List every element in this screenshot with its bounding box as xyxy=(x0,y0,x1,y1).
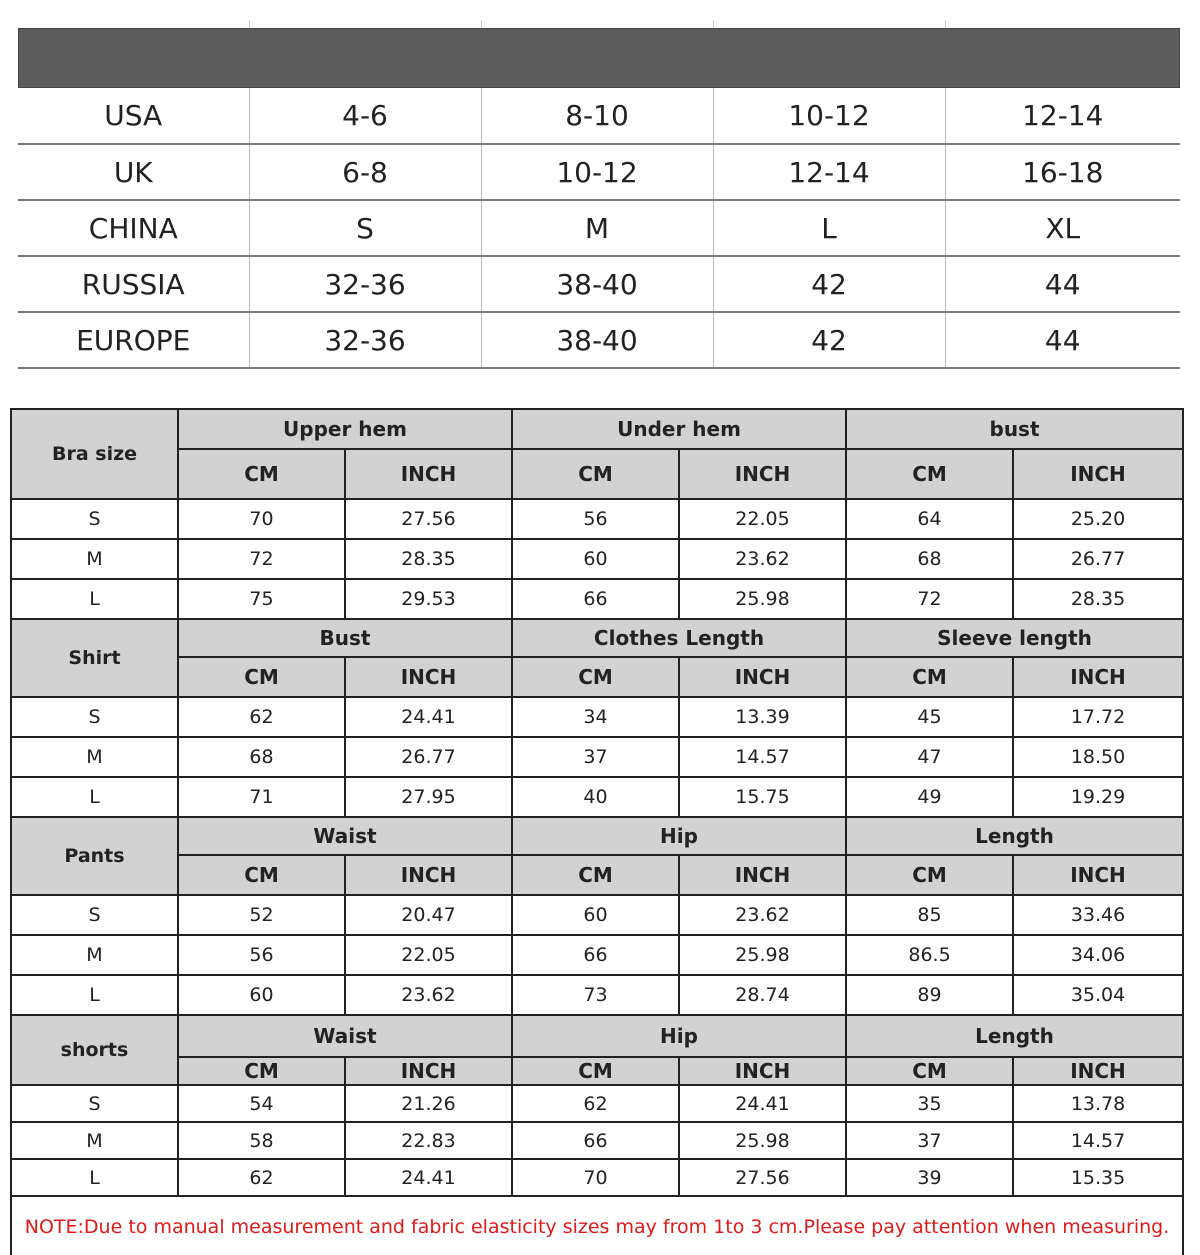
size-label: M xyxy=(11,935,178,975)
group-header: Waist xyxy=(178,1015,512,1057)
section-pants xyxy=(11,817,1183,1015)
unit-header: INCH xyxy=(345,449,512,499)
value-cell: 68 xyxy=(846,539,1013,579)
value-cell: 27.56 xyxy=(345,499,512,539)
value-cell: 28.35 xyxy=(1013,579,1183,619)
measurement-table xyxy=(10,408,1182,1255)
value-cell: 24.41 xyxy=(345,1159,512,1196)
size-label: M xyxy=(11,539,178,579)
conversion-header-banner xyxy=(18,28,1180,88)
group-header: Bust xyxy=(178,619,512,657)
size-label: M xyxy=(11,737,178,777)
unit-header: INCH xyxy=(345,1057,512,1085)
unit-header: CM xyxy=(846,855,1013,895)
value-cell: 66 xyxy=(512,935,679,975)
unit-header: INCH xyxy=(1013,1057,1183,1085)
value-cell: 89 xyxy=(846,975,1013,1015)
group-header: Hip xyxy=(512,817,846,855)
unit-header: CM xyxy=(512,449,679,499)
value-cell: 58 xyxy=(178,1122,345,1159)
table-row xyxy=(11,737,1183,777)
value-cell: 25.98 xyxy=(679,935,846,975)
value-cell: 20.47 xyxy=(345,895,512,935)
measurement-note: NOTE:Due to manual measurement and fabric elasticity sizes may from 1to 3 cm.Please pay attention when measuring. xyxy=(11,1196,1183,1255)
region-label: EUROPE xyxy=(18,312,249,368)
value-cell: 66 xyxy=(512,579,679,619)
unit-header: CM xyxy=(846,1057,1013,1085)
size-cell: 12-14 xyxy=(713,144,945,200)
value-cell: 60 xyxy=(512,895,679,935)
section-shirt xyxy=(11,619,1183,817)
size-cell: 32-36 xyxy=(249,312,481,368)
table-row xyxy=(11,935,1183,975)
value-cell: 13.39 xyxy=(679,697,846,737)
unit-header: CM xyxy=(178,855,345,895)
table-row xyxy=(11,1085,1183,1122)
size-cell: 12-14 xyxy=(945,88,1180,144)
unit-header: CM xyxy=(178,1057,345,1085)
size-cell: XL xyxy=(945,200,1180,256)
region-label: USA xyxy=(18,88,249,144)
value-cell: 25.98 xyxy=(679,1122,846,1159)
value-cell: 62 xyxy=(512,1085,679,1122)
value-cell: 56 xyxy=(512,499,679,539)
size-label: S xyxy=(11,1085,178,1122)
value-cell: 28.74 xyxy=(679,975,846,1015)
value-cell: 23.62 xyxy=(679,539,846,579)
unit-header: INCH xyxy=(1013,855,1183,895)
table-row xyxy=(11,499,1183,539)
value-cell: 35.04 xyxy=(1013,975,1183,1015)
unit-header: INCH xyxy=(345,855,512,895)
table-row xyxy=(11,895,1183,935)
size-cell: 4-6 xyxy=(249,88,481,144)
table-row xyxy=(11,579,1183,619)
value-cell: 15.35 xyxy=(1013,1159,1183,1196)
value-cell: 22.05 xyxy=(345,935,512,975)
value-cell: 85 xyxy=(846,895,1013,935)
group-header: Sleeve length xyxy=(846,619,1183,657)
conversion-row xyxy=(18,144,1180,200)
value-cell: 24.41 xyxy=(345,697,512,737)
region-label: UK xyxy=(18,144,249,200)
unit-header: INCH xyxy=(679,1057,846,1085)
size-cell: 16-18 xyxy=(945,144,1180,200)
grid-tick xyxy=(945,20,946,28)
group-header: bust xyxy=(846,409,1183,449)
value-cell: 25.20 xyxy=(1013,499,1183,539)
value-cell: 64 xyxy=(846,499,1013,539)
value-cell: 62 xyxy=(178,697,345,737)
unit-header: INCH xyxy=(679,449,846,499)
value-cell: 33.46 xyxy=(1013,895,1183,935)
size-label: L xyxy=(11,777,178,817)
value-cell: 13.78 xyxy=(1013,1085,1183,1122)
size-label: L xyxy=(11,975,178,1015)
value-cell: 52 xyxy=(178,895,345,935)
value-cell: 34.06 xyxy=(1013,935,1183,975)
group-header: Clothes Length xyxy=(512,619,846,657)
unit-header: CM xyxy=(512,1057,679,1085)
category-label: Bra size xyxy=(11,409,178,499)
value-cell: 14.57 xyxy=(1013,1122,1183,1159)
value-cell: 21.26 xyxy=(345,1085,512,1122)
unit-header: CM xyxy=(512,855,679,895)
size-label: S xyxy=(11,697,178,737)
unit-header: CM xyxy=(512,657,679,697)
value-cell: 40 xyxy=(512,777,679,817)
value-cell: 14.57 xyxy=(679,737,846,777)
size-cell: 10-12 xyxy=(713,88,945,144)
table-row xyxy=(11,1159,1183,1196)
value-cell: 49 xyxy=(846,777,1013,817)
value-cell: 24.41 xyxy=(679,1085,846,1122)
size-cell: 32-36 xyxy=(249,256,481,312)
group-header: Waist xyxy=(178,817,512,855)
grid-tick xyxy=(713,20,714,28)
unit-header: CM xyxy=(846,449,1013,499)
size-label: S xyxy=(11,499,178,539)
group-header: Hip xyxy=(512,1015,846,1057)
unit-header: INCH xyxy=(679,855,846,895)
value-cell: 15.75 xyxy=(679,777,846,817)
unit-header: CM xyxy=(846,657,1013,697)
value-cell: 45 xyxy=(846,697,1013,737)
size-cell: 6-8 xyxy=(249,144,481,200)
value-cell: 37 xyxy=(846,1122,1013,1159)
value-cell: 23.62 xyxy=(345,975,512,1015)
size-cell: M xyxy=(481,200,713,256)
size-cell: 38-40 xyxy=(481,312,713,368)
value-cell: 62 xyxy=(178,1159,345,1196)
value-cell: 39 xyxy=(846,1159,1013,1196)
value-cell: 86.5 xyxy=(846,935,1013,975)
conversion-row xyxy=(18,256,1180,312)
table-row xyxy=(11,777,1183,817)
value-cell: 25.98 xyxy=(679,579,846,619)
value-cell: 37 xyxy=(512,737,679,777)
value-cell: 26.77 xyxy=(1013,539,1183,579)
value-cell: 72 xyxy=(178,539,345,579)
size-cell: 8-10 xyxy=(481,88,713,144)
category-label: Pants xyxy=(11,817,178,895)
region-label: RUSSIA xyxy=(18,256,249,312)
size-cell: 10-12 xyxy=(481,144,713,200)
value-cell: 22.83 xyxy=(345,1122,512,1159)
size-cell: 42 xyxy=(713,256,945,312)
size-cell: S xyxy=(249,200,481,256)
group-header: Under hem xyxy=(512,409,846,449)
value-cell: 35 xyxy=(846,1085,1013,1122)
value-cell: 17.72 xyxy=(1013,697,1183,737)
value-cell: 60 xyxy=(178,975,345,1015)
value-cell: 18.50 xyxy=(1013,737,1183,777)
size-label: S xyxy=(11,895,178,935)
value-cell: 23.62 xyxy=(679,895,846,935)
size-conversion-table xyxy=(18,28,1180,369)
group-header: Upper hem xyxy=(178,409,512,449)
value-cell: 66 xyxy=(512,1122,679,1159)
value-cell: 75 xyxy=(178,579,345,619)
grid-tick xyxy=(481,20,482,28)
size-cell: L xyxy=(713,200,945,256)
value-cell: 27.56 xyxy=(679,1159,846,1196)
size-label: L xyxy=(11,579,178,619)
table-row xyxy=(11,539,1183,579)
unit-header: INCH xyxy=(1013,657,1183,697)
category-label: shorts xyxy=(11,1015,178,1085)
conversion-row xyxy=(18,312,1180,368)
value-cell: 29.53 xyxy=(345,579,512,619)
size-label: M xyxy=(11,1122,178,1159)
region-label: CHINA xyxy=(18,200,249,256)
table-row xyxy=(11,1122,1183,1159)
value-cell: 54 xyxy=(178,1085,345,1122)
size-label: L xyxy=(11,1159,178,1196)
unit-header: INCH xyxy=(345,657,512,697)
size-cell: 44 xyxy=(945,312,1180,368)
group-header: Length xyxy=(846,817,1183,855)
value-cell: 19.29 xyxy=(1013,777,1183,817)
conversion-row xyxy=(18,200,1180,256)
value-cell: 60 xyxy=(512,539,679,579)
value-cell: 47 xyxy=(846,737,1013,777)
value-cell: 68 xyxy=(178,737,345,777)
value-cell: 72 xyxy=(846,579,1013,619)
unit-header: CM xyxy=(178,657,345,697)
category-label: Shirt xyxy=(11,619,178,697)
table-row xyxy=(11,975,1183,1015)
unit-header: INCH xyxy=(679,657,846,697)
value-cell: 26.77 xyxy=(345,737,512,777)
value-cell: 70 xyxy=(512,1159,679,1196)
unit-header: INCH xyxy=(1013,449,1183,499)
grid-tick xyxy=(249,20,250,28)
value-cell: 71 xyxy=(178,777,345,817)
group-header: Length xyxy=(846,1015,1183,1057)
conversion-row xyxy=(18,88,1180,144)
section-bra-size xyxy=(11,409,1183,619)
value-cell: 73 xyxy=(512,975,679,1015)
table-row xyxy=(11,697,1183,737)
value-cell: 27.95 xyxy=(345,777,512,817)
value-cell: 56 xyxy=(178,935,345,975)
value-cell: 34 xyxy=(512,697,679,737)
size-cell: 44 xyxy=(945,256,1180,312)
section-shorts xyxy=(11,1015,1183,1196)
size-cell: 38-40 xyxy=(481,256,713,312)
value-cell: 22.05 xyxy=(679,499,846,539)
value-cell: 70 xyxy=(178,499,345,539)
value-cell: 28.35 xyxy=(345,539,512,579)
size-cell: 42 xyxy=(713,312,945,368)
unit-header: CM xyxy=(178,449,345,499)
